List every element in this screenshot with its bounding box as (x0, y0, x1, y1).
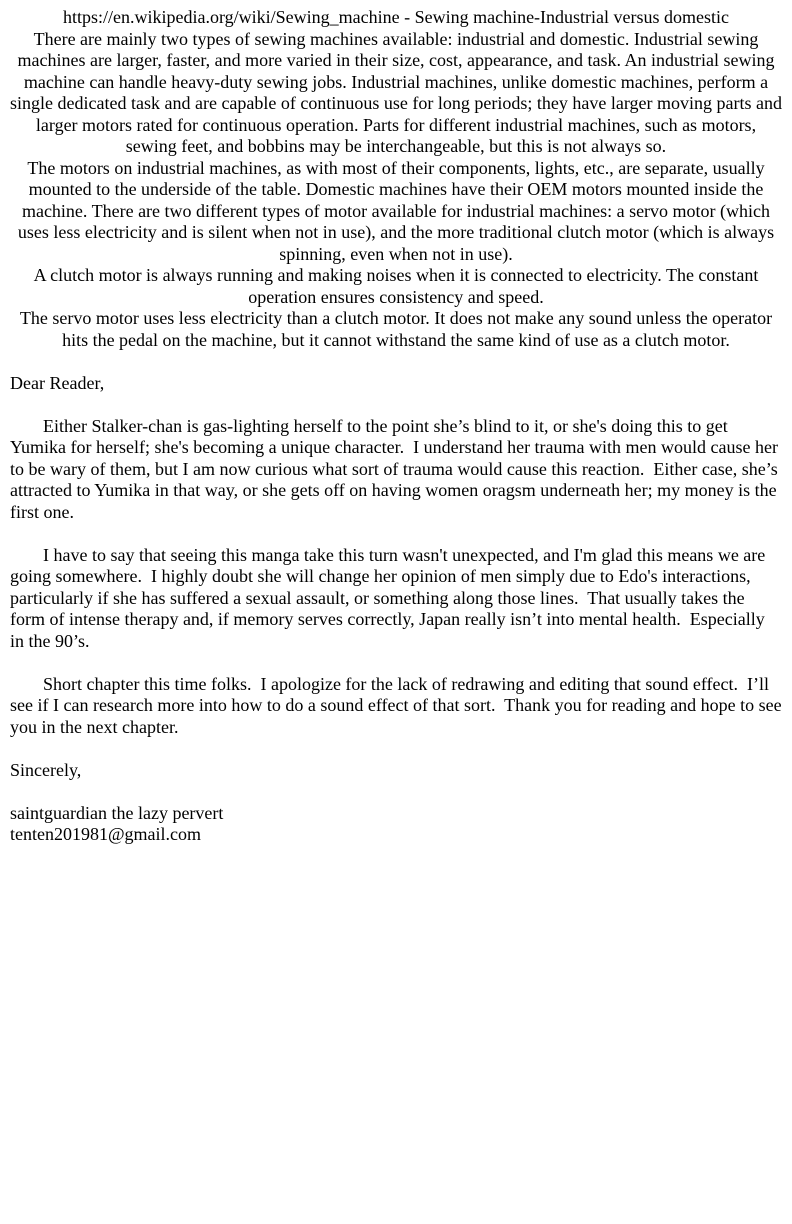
letter-salutation: Dear Reader, (10, 372, 105, 393)
signature-email: tenten201981@gmail.com (10, 824, 202, 844)
quote-paragraph-types: There are mainly two types of sewing machines available: industrial and domestic. Industrial sewing machines are larger, faster, and more varied in their size, cost, appearance, and task. An industrial sewing machine can handle heavy-duty sewing jobs. Industrial machines, unlike domestic machines, perform a single dedicated task and are capable of continuous use for long periods; they have larger moving parts and larger motors rated for continuous operation. Parts for different industrial machines, such as motors, sewing feet, and bobbins may be interchangeable, but this is not always so. (10, 28, 782, 156)
letter-paragraph-manga-turn: I have to say that seeing this manga take this turn wasn't unexpected, and I'm glad this means we are going somewhere. I highly doubt she will change her opinion of men simply due to Edo's interactions, particularly if she has suffered a sexual assault, or something along those lines. That usually takes the form of intense therapy and, if memory serves correctly, Japan really isn’t into mental health. Especially in the 90’s. (10, 544, 770, 651)
signature-name: saintguardian the lazy pervert (10, 802, 224, 823)
wikipedia-quote-block (10, 7, 782, 351)
author-letter (10, 372, 787, 846)
quote-paragraph-motors: The motors on industrial machines, as with most of their components, lights, etc., are separate, usually mounted to the underside of the table. Domestic machines have their OEM motors mounted inside the machine. There are two different types of motor available for industrial machines: a servo motor (which uses less electricity and is silent when not in use), and the more traditional clutch motor (which is always spinning, even when not in use). (17, 157, 775, 264)
letter-paragraph-short-chapter: Short chapter this time folks. I apologize for the lack of redrawing and editing that sound effect. I’ll see if I can research more into how to do a sound effect of that sort. Thank you for reading and hope to see you in the next chapter. (10, 673, 787, 737)
letter-closing: Sincerely, (10, 759, 82, 780)
quote-paragraph-servo-motor: The servo motor uses less electricity than a clutch motor. It does not make any sound unless the operator hits the pedal on the machine, but it cannot withstand the same kind of use as a clutch motor. (19, 308, 773, 350)
letter-paragraph-stalker-chan: Either Stalker-chan is gas-lighting herself to the point she’s blind to it, or she's doing this to get Yumika for herself; she's becoming a unique character. I understand her trauma with men would cause her to be wary of them, but I am now curious what sort of trauma would cause this reaction. Either case, she’s attracted to Yumika in that way, or she gets off on having women oragsm underneath her; my money is the first one. (10, 415, 783, 522)
quote-source-line: https://en.wikipedia.org/wiki/Sewing_machine - Sewing machine-Industrial versus domestic (62, 7, 730, 27)
quote-paragraph-clutch-motor: A clutch motor is always running and making noises when it is connected to electricity. The constant operation ensures consistency and speed. (33, 265, 759, 307)
